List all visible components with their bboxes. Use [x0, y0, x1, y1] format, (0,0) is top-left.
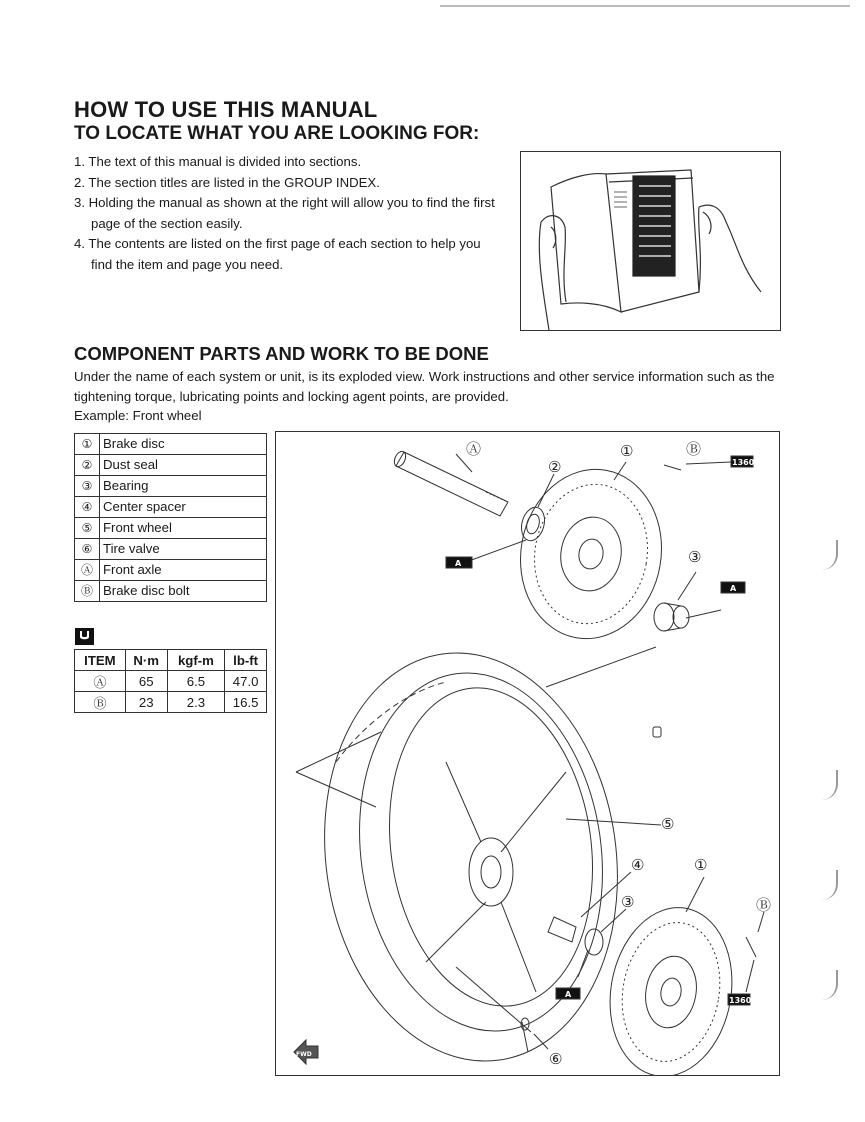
table-cell: 2.3 — [167, 692, 225, 713]
intro-text: Under the name of each system or unit, is its exploded view. Work instructions and other service information such as the tightening torque, lubricating points and locking agent points, are provided. — [74, 369, 775, 404]
callout-3-bearing: ③ — [688, 548, 702, 566]
table-cell: 6.5 — [167, 671, 225, 692]
table-cell: Ⓐ — [75, 671, 126, 692]
table-cell: 23 — [125, 692, 167, 713]
table-cell: 65 — [125, 671, 167, 692]
table-cell: Ⓑ — [75, 692, 126, 713]
part-name: Brake disc bolt — [100, 581, 267, 602]
torque-table — [74, 649, 267, 713]
table-header-row — [75, 650, 267, 671]
table-row — [75, 692, 267, 713]
column-header: kgf-m — [167, 650, 225, 671]
table-row — [75, 518, 267, 539]
callout-2-dust-seal: ② — [548, 458, 562, 476]
section-subtitle: TO LOCATE WHAT YOU ARE LOOKING FOR: — [74, 123, 480, 144]
top-rule — [440, 5, 850, 7]
component-heading: COMPONENT PARTS AND WORK TO BE DONE — [74, 343, 489, 364]
manual-hands-drawing — [521, 152, 780, 330]
list-item: 1. The text of this manual is divided into sections. — [74, 154, 362, 169]
part-name: Tire valve — [100, 539, 267, 560]
component-intro — [74, 367, 794, 426]
grease-label: A — [455, 559, 462, 568]
table-row — [75, 434, 267, 455]
list-item: 3. Holding the manual as shown at the right will allow you to find the first page of the section easily. — [74, 195, 495, 231]
fwd-label: FWD — [296, 1051, 312, 1058]
example-label: Example: Front wheel — [74, 408, 202, 423]
callout-4-center-spacer: ④ — [631, 856, 645, 874]
table-row — [75, 581, 267, 602]
column-header: N·m — [125, 650, 167, 671]
steps-list — [74, 152, 504, 275]
binder-tab — [820, 770, 838, 800]
part-name: Dust seal — [100, 455, 267, 476]
table-row — [75, 560, 267, 581]
column-header: lb-ft — [225, 650, 267, 671]
table-cell: 47.0 — [225, 671, 267, 692]
parts-table — [74, 433, 267, 602]
callout-1-brake-disc: ① — [620, 442, 634, 460]
part-number: ② — [75, 455, 100, 476]
grease-label: A — [730, 584, 737, 593]
callout-A-axle: Ⓐ — [466, 440, 482, 458]
table-row — [75, 455, 267, 476]
list-item: 2. The section titles are listed in the GROUP INDEX. — [74, 174, 380, 190]
callout-B-bolt: Ⓑ — [686, 440, 702, 458]
front-wheel-exploded-view — [276, 432, 779, 1075]
part-number: ④ — [75, 497, 100, 518]
torque-wrench-icon — [75, 628, 94, 645]
part-number: ③ — [75, 476, 100, 497]
table-row — [75, 497, 267, 518]
binder-tab — [820, 870, 838, 900]
callout-5-front-wheel: ⑤ — [661, 815, 675, 833]
part-name: Front wheel — [100, 518, 267, 539]
lock-agent-label: 1360 — [729, 996, 752, 1005]
callout-3-bearing-lower: ③ — [621, 893, 635, 911]
table-row — [75, 671, 267, 692]
part-number: Ⓐ — [75, 560, 100, 581]
part-name: Front axle — [100, 560, 267, 581]
list-item: 4. The contents are listed on the first page of each section to help you find the item and page you need. — [74, 236, 481, 272]
callout-B-bolt-lower: Ⓑ — [756, 896, 772, 914]
table-row — [75, 539, 267, 560]
page-title: HOW TO USE THIS MANUAL — [74, 97, 378, 122]
lock-agent-label: 1360 — [732, 458, 755, 467]
table-cell: 16.5 — [225, 692, 267, 713]
callout-6-tire-valve: ⑥ — [549, 1050, 563, 1068]
exploded-view-diagram — [275, 431, 780, 1076]
part-number: Ⓑ — [75, 581, 100, 602]
callout-1-brake-disc-lower: ① — [694, 856, 708, 874]
grease-label: A — [565, 990, 572, 999]
manual-illustration — [520, 151, 781, 331]
part-name: Center spacer — [100, 497, 267, 518]
part-number: ① — [75, 434, 100, 455]
binder-tab — [820, 970, 838, 1000]
part-number: ⑤ — [75, 518, 100, 539]
part-number: ⑥ — [75, 539, 100, 560]
part-name: Bearing — [100, 476, 267, 497]
binder-tab — [820, 540, 838, 570]
part-name: Brake disc — [100, 434, 267, 455]
table-row — [75, 476, 267, 497]
column-header: ITEM — [75, 650, 126, 671]
